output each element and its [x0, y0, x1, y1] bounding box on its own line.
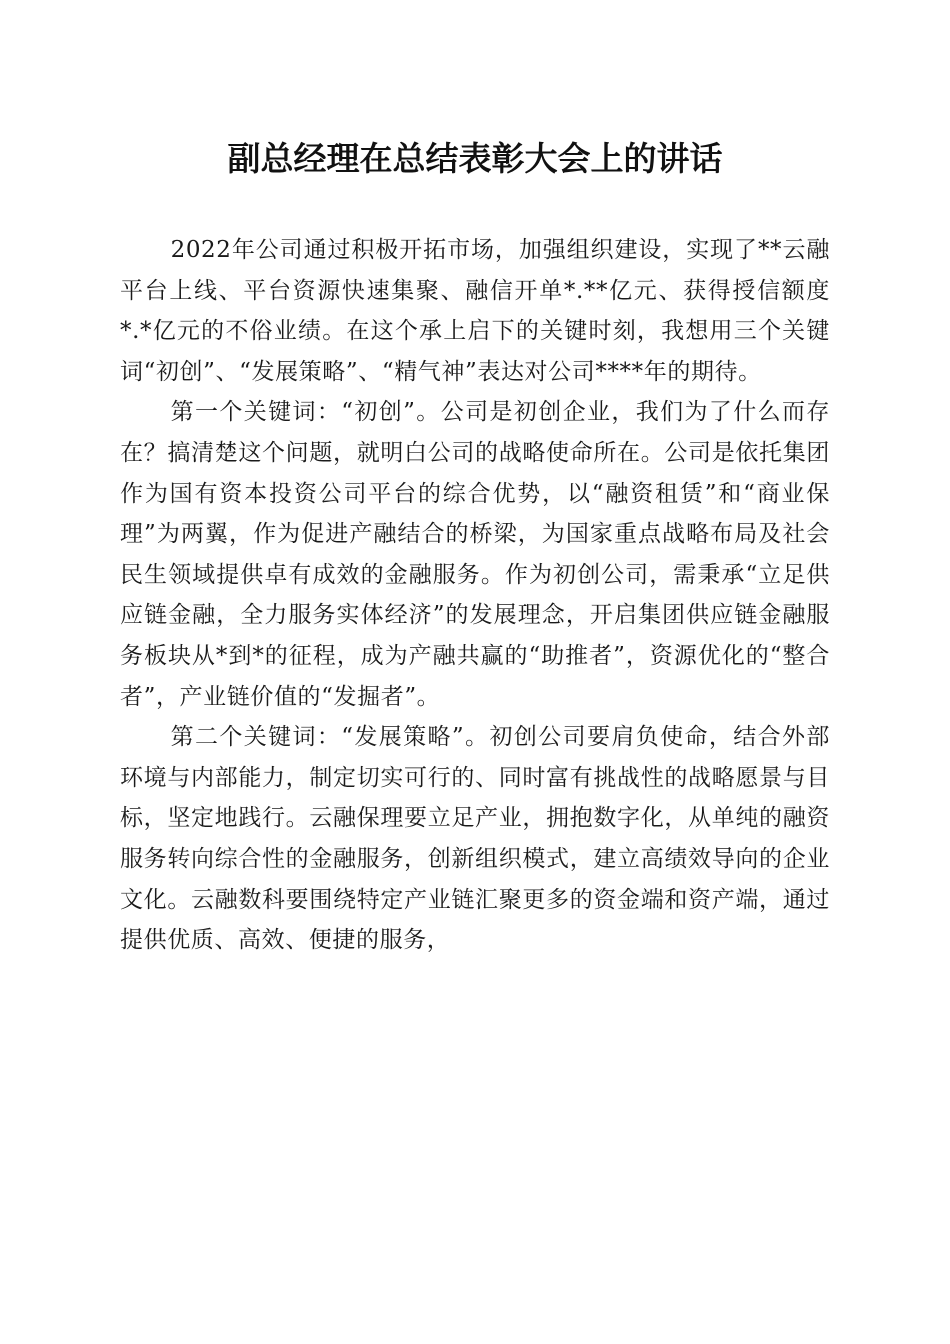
paragraph-text: 初创公司要肩负使命，结合外部环境与内部能力，制定切实可行的、同时富有挑战性的战略愿景与目标，坚定地践行。云融保理要立足产业，拥抱数字化，从单纯的融资服务转向综合性的金融服务，创新组织模式，建立高绩效导向的企业文化。云融数科要围绕特定产业链汇聚更多的资金端和资产端，通过提供优质、高效、便捷的服务， [120, 724, 831, 954]
paragraph-text: 公司是初创企业，我们为了什么而存在？搞清楚这个问题，就明白公司的战略使命所在。公司是依托集团作为国有资本投资公司平台的综合优势，以“融资租赁”和“商业保理”为两翼，作为促进产融结合的桥梁，为国家重点战略布局及社会民生领域提供卓有成效的金融服务。作为初创公司，需秉承“立足供应链金融，全力服务实体经济”的发展理念，开启集团供应链金融服务板块从*到*的征程，成为产融共赢的“助推者”，资源优化的“整合者”，产业链价值的“发掘者”。 [120, 399, 830, 710]
document-body [120, 230, 830, 961]
paragraph-intro [120, 230, 830, 392]
paragraph-lead: 第二个关键词：“发展策略”。 [170, 724, 490, 751]
paragraph-keyword-one [120, 392, 830, 717]
paragraph-keyword-two [120, 717, 830, 961]
paragraph-lead: 第一个关键词：“初创”。 [170, 399, 441, 426]
paragraph-text: 2022年公司通过积极开拓市场，加强组织建设，实现了**云融平台上线、平台资源快速集聚、融信开单*.**亿元、获得授信额度*.*亿元的不俗业绩。在这个承上启下的关键时刻，我想用三个关键词“初创”、“发展策略”、“精气神”表达对公司****年的期待。 [120, 237, 830, 385]
document-title: 副总经理在总结表彰大会上的讲话 [227, 139, 723, 178]
